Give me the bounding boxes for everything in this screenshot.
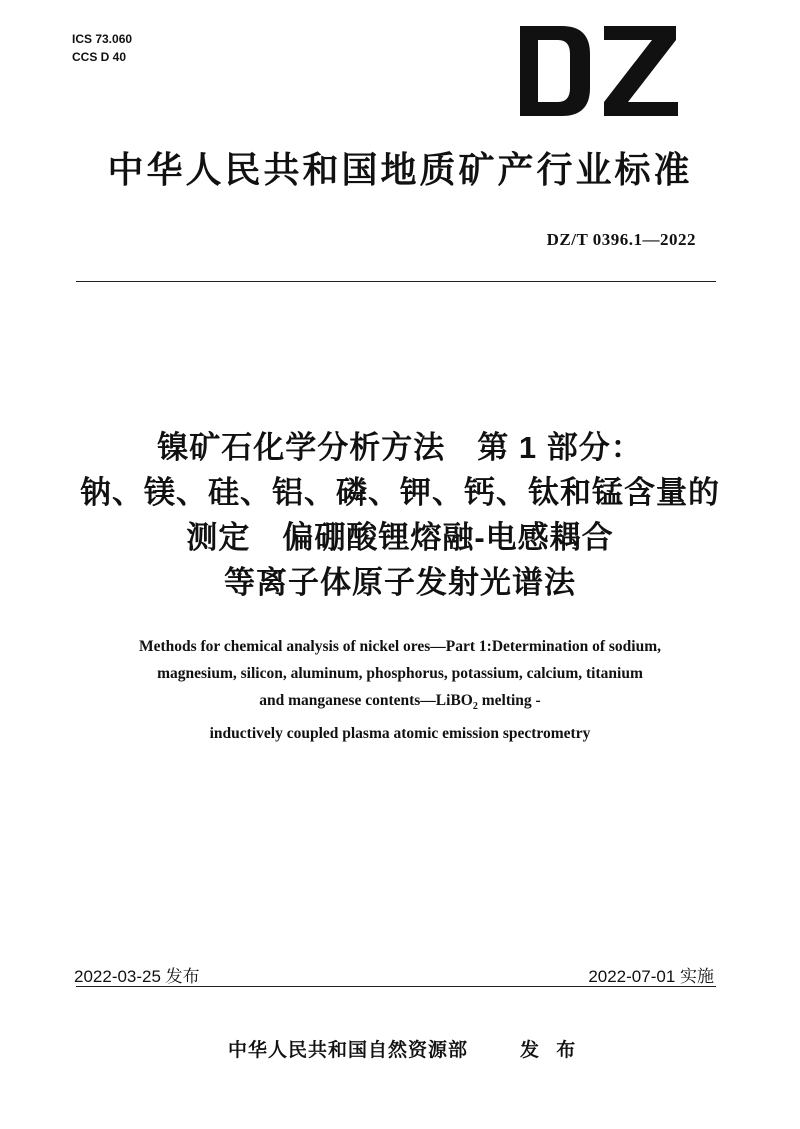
- chinese-title: [0, 425, 800, 605]
- ics-code: ICS 73.060: [72, 32, 133, 46]
- chinese-title-line-3: 测定 偏硼酸锂熔融-电感耦合: [186, 520, 614, 555]
- publish-label: 发 布: [520, 1040, 582, 1061]
- issue-date: 2022-03-25 发布: [74, 967, 200, 986]
- chinese-title-line-2: 钠、镁、硅、铝、磷、钾、钙、钛和锰含量的: [80, 475, 720, 510]
- header-divider: [76, 281, 716, 282]
- english-title-line-3-part-a: and manganese contents—LiBO: [259, 692, 473, 709]
- english-title-line-4: inductively coupled plasma atomic emission spectrometry: [209, 725, 591, 743]
- publisher: 中华人民共和国自然资源部: [228, 1040, 469, 1061]
- english-title-line-3: [0, 687, 800, 720]
- english-title: [0, 633, 800, 747]
- english-title-subscript: 2: [472, 701, 478, 713]
- english-title-line-3-part-b: melting -: [477, 692, 541, 709]
- chinese-title-line-4: 等离子体原子发射光谱法: [224, 565, 576, 600]
- chinese-title-line-1: 镍矿石化学分析方法 第 1 部分：: [157, 430, 643, 465]
- implementation-date: 2022-07-01 实施: [588, 967, 714, 986]
- english-title-line-2: magnesium, silicon, aluminum, phosphorus, potassium, calcium, titanium: [157, 665, 643, 682]
- footer-divider: [76, 986, 716, 987]
- classification-codes: [72, 30, 132, 66]
- standard-title: 中华人民共和国地质矿产行业标准: [107, 149, 693, 190]
- standard-number: DZ/T 0396.1—2022: [546, 230, 696, 249]
- dz-logo: [520, 26, 678, 116]
- english-title-line-1: Methods for chemical analysis of nickel ores—Part 1:Determination of sodium,: [138, 638, 662, 655]
- ccs-code: CCS D 40: [72, 50, 127, 64]
